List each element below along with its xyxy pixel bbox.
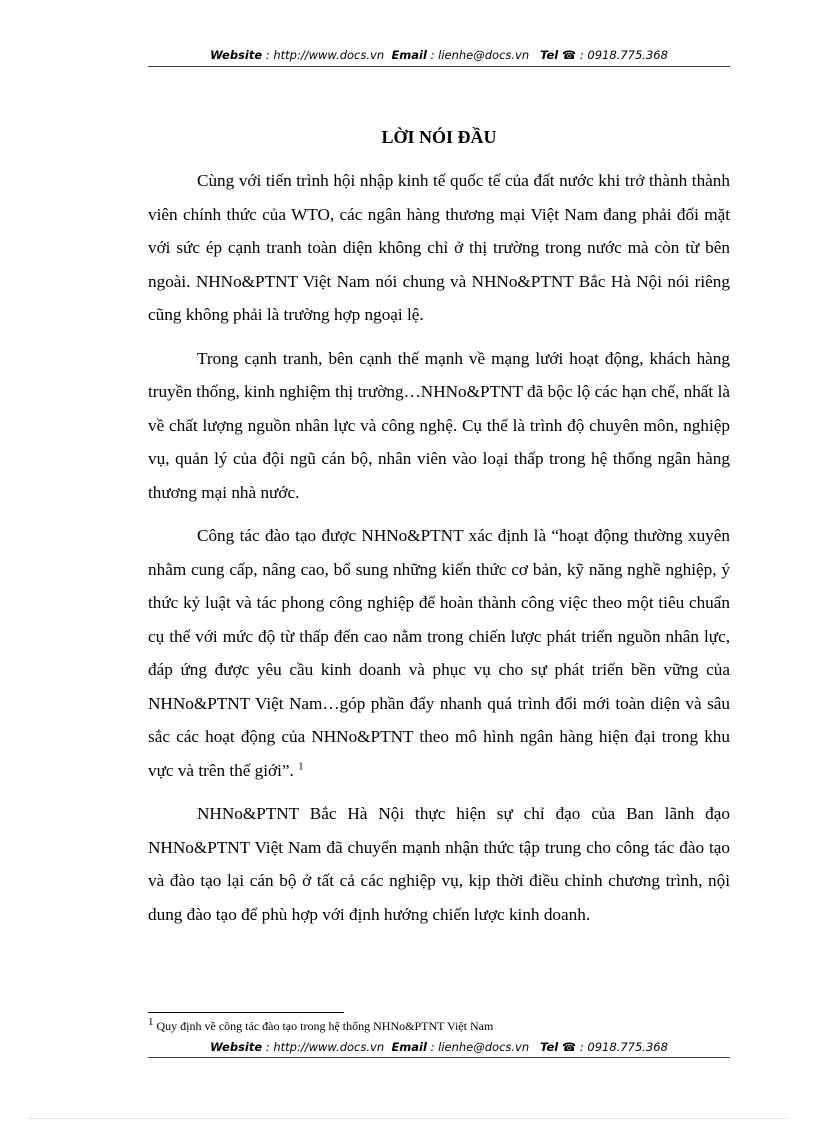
tel-value: 0918.775.368 [587,1040,668,1054]
website-url[interactable]: http://www.docs.vn [273,1040,385,1054]
separator: : [426,1040,439,1054]
website-label: Website [210,1040,263,1054]
header-rule [148,66,730,67]
footnote-ref[interactable]: 1 [298,759,304,772]
page-footer [148,1040,730,1054]
phone-icon: ☎ [561,48,577,62]
footnote-text: Quy định về công tác đào tạo trong hệ thống NHNo&PTNT Việt Nam [156,1019,494,1033]
tel-label: Tel [540,48,559,62]
page-title: LỜI NÓI ĐẦU [381,127,497,147]
paragraph-text: Công tác đào tạo được NHNo&PTNT xác định là “hoạt động thường xuyên nhằm cung cấp, nâng cao, bổ sung những kiến thức cơ bản, kỹ năng nghề nghiệp, ý thức kỷ luật và tác phong công nghiệp để hoàn thành công việc theo một tiêu chuẩn cụ thể với mức độ từ thấp đến cao nằm trong chiến lược phát triển nguồn nhân lực, đáp ứng được yêu cầu kinh doanh và phục vụ cho sự phát triển bền vững của NHNo&PTNT Việt Nam…góp phần đẩy nhanh quá trình đổi mới toàn diện và sâu sắc các hoạt động của NHNo&PTNT theo mô hình ngân hàng hiện đại trong khu vực và trên thế giới”. [148,526,730,780]
footnote-rule [148,1012,344,1013]
separator: : [262,1040,274,1054]
email-label: Email [391,48,427,62]
page-header [148,48,730,62]
separator: : [262,48,274,62]
paragraph: Trong cạnh tranh, bên cạnh thế mạnh về mạng lưới hoạt động, khách hàng truyền thống, kinh nghiệm thị trường…NHNo&PTNT đã bộc lộ các hạn chế, nhất là về chất lượng nguồn nhân lực và công nghệ. Cụ thể là trình độ chuyên môn, nghiệp vụ, quản lý của đội ngũ cán bộ, nhân viên vào loại thấp trong hệ thống ngân hàng thương mại nhà nước. [148,348,730,502]
email-value[interactable]: lienhe@docs.vn [438,48,530,62]
tel-label: Tel [540,1040,559,1054]
email-value[interactable]: lienhe@docs.vn [438,1040,530,1054]
website-label: Website [210,48,263,62]
website-url[interactable]: http://www.docs.vn [273,48,385,62]
footer-rule [148,1057,730,1058]
paragraph: NHNo&PTNT Bắc Hà Nội thực hiện sự chỉ đạo của Ban lãnh đạo NHNo&PTNT Việt Nam đã chuyển mạnh nhận thức tập trung cho công tác đào tạo và đào tạo lại cán bộ ở tất cả các nghiệp vụ, kịp thời điều chỉnh chương trình, nội dung đào tạo để phù hợp với định hướng chiến lược kinh doanh. [148,804,730,924]
phone-icon: ☎ [561,1040,577,1054]
separator: : [426,48,439,62]
page-bottom-edge [28,1118,788,1119]
paragraph [148,519,730,787]
separator: : [576,1040,588,1054]
document-body [148,164,730,941]
tel-value: 0918.775.368 [587,48,668,62]
paragraph: Cùng với tiến trình hội nhập kinh tế quốc tế của đất nước khi trở thành thành viên chính thức của WTO, các ngân hàng thương mại Việt Nam đang phải đối mặt với sức ép cạnh tranh toàn diện không chỉ ở thị trường trong nước mà còn từ bên ngoài. NHNo&PTNT Việt Nam nói chung và NHNo&PTNT Bắc Hà Nội nói riêng cũng không phải là trường hợp ngoại lệ. [148,171,730,324]
footnote-number: 1 [148,1016,154,1028]
email-label: Email [391,1040,427,1054]
footnote [148,1016,730,1033]
separator: : [576,48,588,62]
